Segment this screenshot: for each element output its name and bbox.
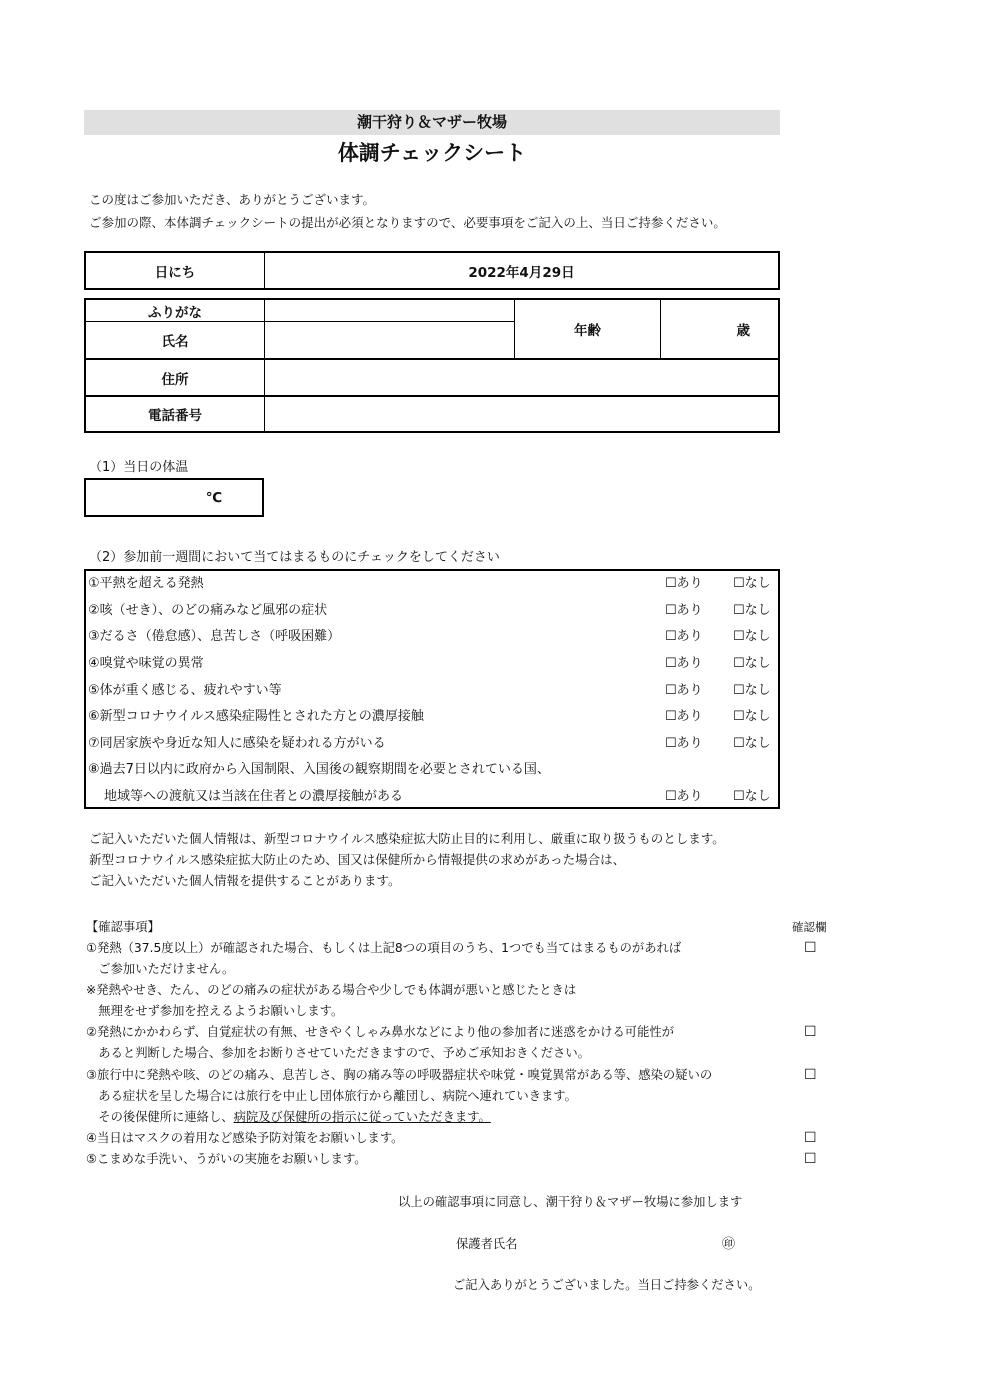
address-label: 住所 <box>161 371 189 388</box>
confirm-note-b: 無理をせず参加を控えるようお願いします。 <box>86 1004 344 1018</box>
date-table <box>84 251 780 290</box>
checklist-heading: （2）参加前一週間において当てはまるものにチェックをしてください <box>89 550 500 565</box>
age-label: 年齢 <box>574 323 601 339</box>
confirm-line-3c-underlined: 病院及び保健所の指示に従っていただきます。 <box>233 1110 491 1124</box>
personal-info-table <box>84 298 780 433</box>
confirm-line-4: ④当日はマスクの着用など感染予防対策をお願いします。 <box>86 1131 404 1145</box>
age-field[interactable] <box>661 300 778 358</box>
confirm-line-5: ⑤こまめな手洗い、うがいの実施をお願いします。 <box>86 1152 367 1166</box>
item-7-yes[interactable]: ☐あり <box>665 736 703 751</box>
symptom-checklist <box>84 569 780 809</box>
privacy-line-3: ご記入いただいた個人情報を提供することがあります。 <box>89 873 401 888</box>
checklist-item-3: ③だるさ（倦怠感）、息苦しさ（呼吸困難） <box>88 629 341 644</box>
confirm-checkbox-4[interactable]: ☐ <box>804 1130 817 1146</box>
checklist-item-8: ⑧過去7日以内に政府から入国制限、入国後の観察期間を必要とされている国、 <box>88 762 550 777</box>
item-3-no[interactable]: ☐なし <box>733 629 771 644</box>
item-4-no[interactable]: ☐なし <box>733 656 771 671</box>
checklist-item-1: ①平熱を超える発熱 <box>88 576 204 591</box>
intro-text <box>89 188 726 234</box>
checklist-item-2: ②咳（せき）、のどの痛みなど風邪の症状 <box>88 603 328 618</box>
privacy-line-2: 新型コロナウイルス感染症拡大防止のため、国又は保健所から情報提供の求めがあった場合は、 <box>89 852 626 867</box>
item-6-yes[interactable]: ☐あり <box>665 709 703 724</box>
checklist-item-6: ⑥新型コロナウイルス感染症陽性とされた方との濃厚接触 <box>88 709 424 724</box>
date-label: 日にち <box>154 264 196 281</box>
temperature-unit: ℃ <box>205 489 223 506</box>
temperature-field[interactable] <box>84 478 264 517</box>
item-2-no[interactable]: ☐なし <box>733 603 771 618</box>
item-1-yes[interactable]: ☐あり <box>665 576 703 591</box>
phone-field[interactable] <box>265 397 778 431</box>
item-7-no[interactable]: ☐なし <box>733 736 771 751</box>
temperature-heading: （1）当日の体温 <box>89 460 189 475</box>
confirm-checkbox-2[interactable]: ☐ <box>804 1024 817 1040</box>
guardian-name-field[interactable] <box>530 1232 715 1256</box>
phone-label: 電話番号 <box>148 408 202 424</box>
name-field[interactable] <box>265 322 514 358</box>
item-3-yes[interactable]: ☐あり <box>665 629 703 644</box>
confirm-checkbox-1[interactable]: ☐ <box>804 940 817 956</box>
confirm-line-3b: ある症状を呈した場合には旅行を中止し団体旅行から離団し、病院へ連れていきます。 <box>86 1089 577 1103</box>
checklist-item-4: ④嗅覚や味覚の異常 <box>88 656 204 671</box>
seal-mark: ㊞ <box>722 1237 736 1252</box>
confirm-checkbox-5[interactable]: ☐ <box>804 1151 817 1167</box>
page-title: 体調チェックシート <box>337 141 527 165</box>
event-title-band: 潮干狩り＆マザー牧場 <box>84 110 780 135</box>
confirm-column-label: 確認欄 <box>792 920 827 934</box>
confirm-checkbox-3[interactable]: ☐ <box>804 1067 817 1083</box>
privacy-notice <box>89 828 725 891</box>
item-6-no[interactable]: ☐なし <box>733 709 771 724</box>
guardian-name-label: 保護者氏名 <box>456 1237 518 1251</box>
item-2-yes[interactable]: ☐あり <box>665 603 703 618</box>
confirm-line-1b: ご参加いただけません。 <box>86 962 235 976</box>
item-8-no[interactable]: ☐なし <box>733 789 771 804</box>
confirm-line-3c-prefix: その後保健所に連絡し、 <box>86 1110 234 1124</box>
confirm-line-2b: あると判断した場合、参加をお断りさせていただきますので、予めご承知おきください。 <box>86 1046 590 1060</box>
age-unit: 歳 <box>736 323 750 339</box>
confirm-line-2a: ②発熱にかかわらず、自覚症状の有無、せきやくしゃみ鼻水などにより他の参加者に迷惑をかける可能性が <box>86 1025 674 1039</box>
confirm-line-1a: ①発熱（37.5度以上）が確認された場合、もしくは上記8つの項目のうち、1つでも当てはまるものがあれば <box>86 941 682 955</box>
date-value[interactable]: 2022年4月29日 <box>468 264 575 281</box>
item-4-yes[interactable]: ☐あり <box>665 656 703 671</box>
intro-line-2: ご参加の際、本体調チェックシートの提出が必須となりますので、必要事項をご記入の上、当日ご持参ください。 <box>89 215 726 230</box>
checklist-item-7: ⑦同居家族や身近な知人に感染を疑われる方がいる <box>88 736 386 751</box>
furigana-field[interactable] <box>265 300 514 321</box>
agreement-text: 以上の確認事項に同意し、潮干狩り＆マザー牧場に参加します <box>398 1195 743 1209</box>
item-5-no[interactable]: ☐なし <box>733 683 771 698</box>
thanks-text: ご記入ありがとうございました。当日ご持参ください。 <box>453 1278 761 1292</box>
confirm-line-3c <box>86 1107 491 1128</box>
confirm-heading: 【確認事項】 <box>86 920 160 934</box>
item-1-no[interactable]: ☐なし <box>733 576 771 591</box>
confirm-note-a: ※発熱やせき、たん、のどの痛みの症状がある場合や少しでも体調が悪いと感じたときは <box>86 983 577 997</box>
checklist-item-5: ⑤体が重く感じる、疲れやすい等 <box>88 683 282 698</box>
item-8-yes[interactable]: ☐あり <box>665 789 703 804</box>
checklist-item-8-cont: 地域等への渡航又は当該在住者との濃厚接触がある <box>104 789 404 804</box>
item-5-yes[interactable]: ☐あり <box>665 683 703 698</box>
name-label: 氏名 <box>161 334 189 350</box>
privacy-line-1: ご記入いただいた個人情報は、新型コロナウイルス感染症拡大防止目的に利用し、厳重に取り扱うものとします。 <box>89 831 725 846</box>
furigana-label: ふりがな <box>148 304 202 321</box>
confirm-line-3a: ③旅行中に発熱や咳、のどの痛み、息苦しさ、胸の痛み等の呼吸器症状や味覚・嗅覚異常がある等、感染の疑いの <box>86 1068 713 1082</box>
address-field[interactable] <box>265 360 778 395</box>
intro-line-1: この度はご参加いただき、ありがとうございます。 <box>89 192 376 207</box>
